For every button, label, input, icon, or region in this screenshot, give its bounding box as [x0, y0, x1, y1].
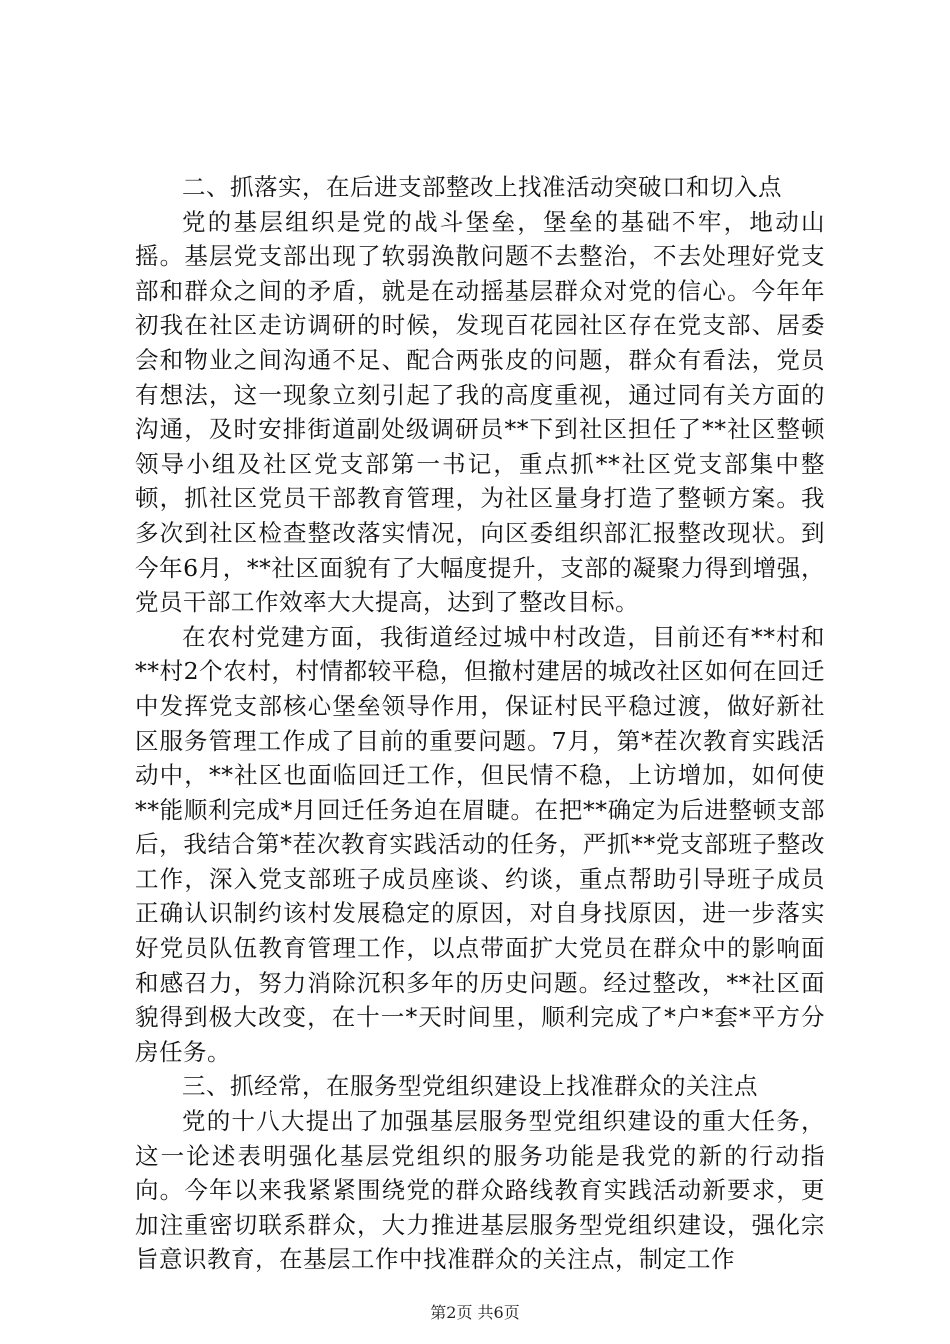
document-body — [135, 170, 825, 1277]
body-paragraph: 党的基层组织是党的战斗堡垒，堡垒的基础不牢，地动山摇。基层党支部出现了软弱涣散问题不去整治，不去处理好党支部和群众之间的矛盾，就是在动摇基层群众对党的信心。今年年初我在社区走访调研的时候，发现百花园社区存在党支部、居委会和物业之间沟通不足、配合两张皮的问题，群众有看法，党员有想法，这一现象立刻引起了我的高度重视，通过同有关方面的沟通，及时安排街道副处级调研员**下到社区担任了**社区整顿领导小组及社区党支部第一书记，重点抓**社区党支部集中整顿，抓社区党员干部教育管理，为社区量身打造了整顿方案。我多次到社区检查整改落实情况，向区委组织部汇报整改现状。到今年6月，**社区面貌有了大幅度提升，支部的凝聚力得到增强，党员干部工作效率大大提高，达到了整改目标。 — [135, 207, 825, 617]
body-paragraph: 党的十八大提出了加强基层服务型党组织建设的重大任务，这一论述表明强化基层党组织的服务功能是我党的新的行动指向。今年以来我紧紧围绕党的群众路线教育实践活动新要求，更加注重密切联系群众，大力推进基层服务型党组织建设，强化宗旨意识教育，在基层工作中找准群众的关注点，制定工作 — [135, 1107, 825, 1274]
page-number-footer: 第2页 共6页 — [430, 1303, 520, 1322]
body-paragraph: 在农村党建方面，我街道经过城中村改造，目前还有**村和**村2个农村，村情都较平稳，但撤村建居的城改社区如何在回迁中发挥党支部核心堡垒领导作用，保证村民平稳过渡，做好新社区服务管理工作成了目前的重要问题。7月，第*茬次教育实践活动中，**社区也面临回迁工作，但民情不稳，上访增加，如何使**能顺利完成*月回迁任务迫在眉睫。在把**确定为后进整顿支部后，我结合第*茬次教育实践活动的任务，严抓**党支部班子整改工作，深入党支部班子成员座谈、约谈，重点帮助引导班子成员正确认识制约该村发展稳定的原因，对自身找原因，进一步落实好党员队伍教育管理工作，以点带面扩大党员在群众中的影响面和感召力，努力消除沉积多年的历史问题。经过整改，**社区面貌得到极大改变，在十一*天时间里，顺利完成了*户*套*平方分房任务。 — [135, 622, 825, 1066]
section-heading-2: 二、抓落实，在后进支部整改上找准活动突破口和切入点 — [182, 173, 782, 201]
section-heading-3: 三、抓经常，在服务型党组织建设上找准群众的关注点 — [182, 1072, 758, 1101]
